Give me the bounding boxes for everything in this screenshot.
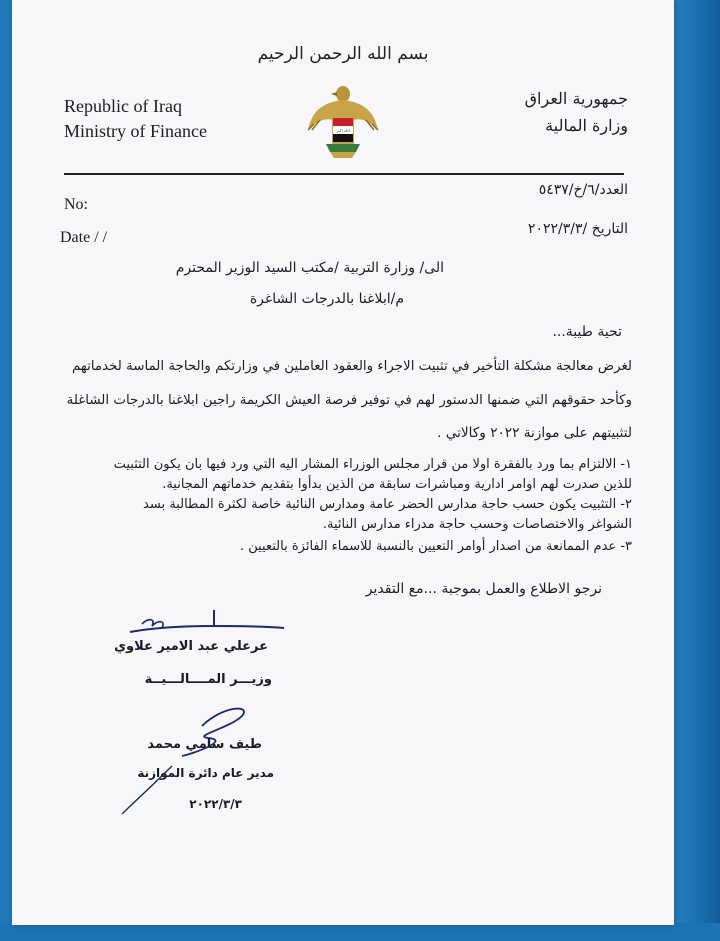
background-blue-surface: [668, 0, 720, 941]
minister-signature-icon: [122, 604, 292, 640]
svg-text:الله اكبر: الله اكبر: [336, 128, 350, 133]
director-name: طيف سامي محمد: [147, 737, 262, 752]
en-no-label: No:: [64, 196, 88, 213]
en-date-label: Date / /: [60, 229, 108, 246]
header-divider: [64, 173, 624, 175]
item-2-line-1: ٢- التثبيت يكون حسب حاجة مدارس الحضر عامة ومدارس النائية خاصة لكثرة المطالبة بسد: [143, 497, 632, 512]
recipient: الى/ وزارة التربية /مكتب السيد الوزير المحترم: [175, 260, 444, 276]
item-2-line-2: الشواغر والاختصاصات وحسب حاجة مدراء مدارس النائية.: [322, 517, 632, 532]
ar-date: التاريخ /٢٠٢٢/٣/٣: [527, 221, 628, 237]
background-bottom-edge: [0, 923, 720, 941]
ar-ministry: وزارة المالية: [545, 116, 628, 135]
paragraph-line-3: لتثبيتهم على موازنة ٢٠٢٢ وكالاتي .: [437, 425, 632, 441]
subject: م/ابلاغنا بالدرجات الشاغرة: [249, 291, 404, 307]
minister-name: عرعلي عبد الامير علاوي: [114, 639, 268, 654]
en-republic: Republic of Iraq: [64, 96, 182, 116]
item-1-line-1: ١- الالتزام بما ورد بالفقرة اولا من قرار مجلس الوزراء المشار اليه التي ورد فيها بان يكون التثبيت: [113, 457, 632, 472]
item-1-line-2: للذين صدرت لهم اوامر ادارية ومباشرات سابقة من الذين بدأوا بتقديم خدماتهم المجانية.: [162, 477, 632, 492]
minister-title: وزيـــر المــــالـــيــة: [144, 672, 272, 687]
item-3: ٣- عدم الممانعة من اصدار أوامر التعيين بالنسبة للاسماء الفائزة بالتعيين .: [239, 539, 632, 554]
director-signature-date: ٢٠٢٢/٣/٣: [189, 797, 242, 811]
ar-republic: جمهورية العراق: [524, 89, 628, 108]
iraq-eagle-emblem-icon: [304, 80, 382, 162]
letter-page: [12, 0, 674, 925]
ar-reference-number: العدد/٦/خ/٥٤٣٧: [538, 182, 628, 198]
director-title: مدير عام دائرة الموازنة: [137, 766, 274, 780]
paragraph-line-2: وكأحد حقوقهم التي ضمنها الدستور لهم في توفير فرصة العيش الكريمة راجين ابلاغنا بالدرجات الشاغلة: [66, 393, 632, 408]
paragraph-line-1: لغرض معالجة مشكلة التأخير في تثبيت الاجراء والعقود العاملين في وزارتكم والحاجة الماسة لخدماتهم: [72, 359, 632, 374]
greeting: تحية طيبة...: [552, 324, 622, 340]
en-ministry: Ministry of Finance: [64, 121, 207, 141]
closing: نرجو الاطلاع والعمل بموجبة ...مع التقدير: [365, 581, 602, 597]
basmala: بسم الله الرحمن الرحيم: [257, 44, 429, 64]
